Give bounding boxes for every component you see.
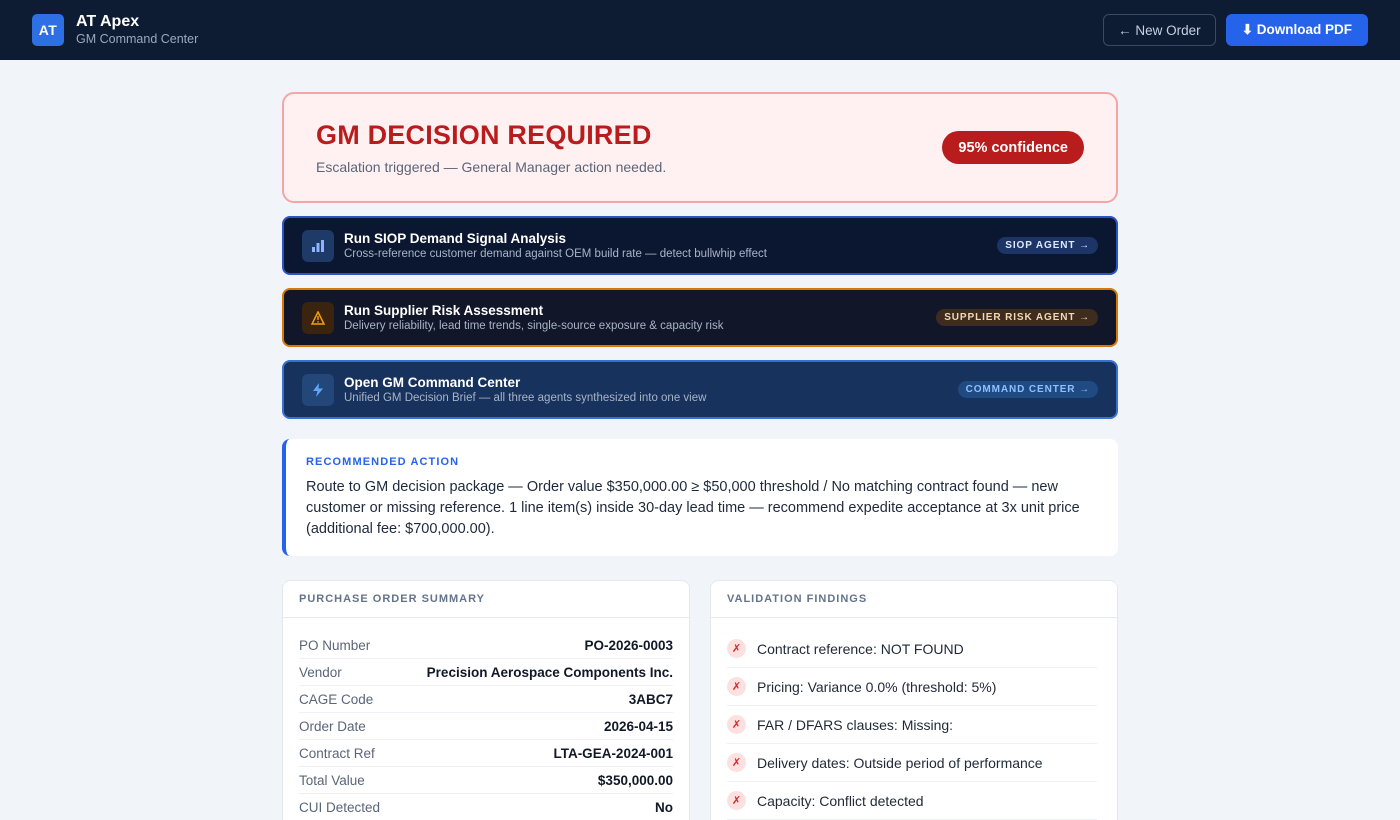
fail-icon: ✗ [727, 639, 746, 658]
warning-icon [302, 302, 334, 334]
brand-block [76, 13, 198, 46]
finding-text: FAR / DFARS clauses: Missing: [757, 716, 954, 733]
vendor-label: Vendor [299, 664, 342, 680]
recommended-action-label: RECOMMENDED ACTION [306, 456, 460, 468]
supplier-risk-agent-link[interactable]: SUPPLIER RISK AGENT → [936, 309, 1098, 326]
list-item [727, 706, 1097, 744]
gm-decision-alert [282, 92, 1118, 203]
table-row [299, 686, 673, 713]
finding-text: Pricing: Variance 0.0% (threshold: 5%) [757, 678, 997, 695]
po-number-label: PO Number [299, 637, 371, 653]
contract-ref-label: Contract Ref [299, 745, 375, 761]
table-row [299, 632, 673, 659]
top-header [0, 0, 1400, 60]
cui-detected-value: No [655, 799, 673, 815]
list-item [727, 668, 1097, 706]
siop-agent-link[interactable]: SIOP AGENT → [997, 237, 1098, 254]
total-value-value: $350,000.00 [597, 772, 673, 788]
table-row [299, 659, 673, 686]
main-content [282, 92, 1118, 820]
supplier-risk-agent-card[interactable] [282, 288, 1118, 347]
vendor-value: Precision Aerospace Components Inc. [426, 664, 673, 680]
chart-icon [302, 230, 334, 262]
total-value-label: Total Value [299, 772, 365, 788]
supplier-risk-agent-description: Delivery reliability, lead time trends, single-source exposure & capacity risk [344, 320, 724, 332]
summary-cards [282, 580, 1118, 820]
cui-detected-label: CUI Detected [299, 799, 381, 815]
confidence-badge: 95% confidence [942, 131, 1084, 164]
recommended-action-panel [282, 439, 1118, 556]
command-center-card[interactable] [282, 360, 1118, 419]
finding-text: Contract reference: NOT FOUND [757, 640, 964, 657]
cage-code-value: 3ABC7 [628, 691, 673, 707]
validation-findings-heading: VALIDATION FINDINGS [711, 581, 1117, 618]
command-center-link[interactable]: COMMAND CENTER → [958, 381, 1098, 398]
supplier-risk-agent-title: Run Supplier Risk Assessment [344, 303, 544, 318]
table-row [299, 713, 673, 740]
order-date-label: Order Date [299, 718, 366, 734]
po-summary-list [283, 618, 689, 820]
finding-text: Delivery dates: Outside period of performance [757, 754, 1043, 771]
validation-findings-list [711, 618, 1117, 820]
contract-ref-value: LTA-GEA-2024-001 [553, 745, 673, 761]
header-actions [1103, 14, 1368, 46]
command-center-description: Unified GM Decision Brief — all three agents synthesized into one view [344, 392, 707, 404]
app-logo: AT [32, 14, 64, 46]
cage-code-label: CAGE Code [299, 691, 374, 707]
recommended-action-text: Route to GM decision package — Order value $350,000.00 ≥ $50,000 threshold / No matching contract found — new customer or missing reference. 1 line item(s) inside 30-day lead time — recommend expedite acceptance at 3x unit price (additional fee: $700,000.00). [306, 479, 1080, 537]
new-order-button[interactable]: ← New Order [1103, 14, 1216, 46]
po-summary-card [282, 580, 690, 820]
fail-icon: ✗ [727, 791, 746, 810]
table-row [299, 740, 673, 767]
list-item [727, 744, 1097, 782]
alert-title: GM DECISION REQUIRED [316, 120, 652, 150]
table-row [299, 794, 673, 820]
po-summary-heading: PURCHASE ORDER SUMMARY [283, 581, 689, 618]
command-center-title: Open GM Command Center [344, 375, 521, 390]
list-item [727, 782, 1097, 820]
order-date-value: 2026-04-15 [603, 718, 673, 734]
list-item [727, 630, 1097, 668]
lightning-icon [302, 374, 334, 406]
app-title: AT Apex [76, 13, 140, 31]
finding-text: Capacity: Conflict detected [757, 792, 924, 809]
fail-icon: ✗ [727, 753, 746, 772]
siop-agent-title: Run SIOP Demand Signal Analysis [344, 231, 567, 246]
fail-icon: ✗ [727, 677, 746, 696]
po-number-value: PO-2026-0003 [584, 637, 673, 653]
download-pdf-button[interactable]: ⬇ Download PDF [1226, 14, 1368, 46]
siop-agent-card[interactable] [282, 216, 1118, 275]
fail-icon: ✗ [727, 715, 746, 734]
table-row [299, 767, 673, 794]
siop-agent-description: Cross-reference customer demand against OEM build rate — detect bullwhip effect [344, 248, 767, 260]
validation-findings-card [710, 580, 1118, 820]
alert-subtitle: Escalation triggered — General Manager action needed. [316, 159, 667, 175]
app-subtitle: GM Command Center [76, 31, 199, 46]
